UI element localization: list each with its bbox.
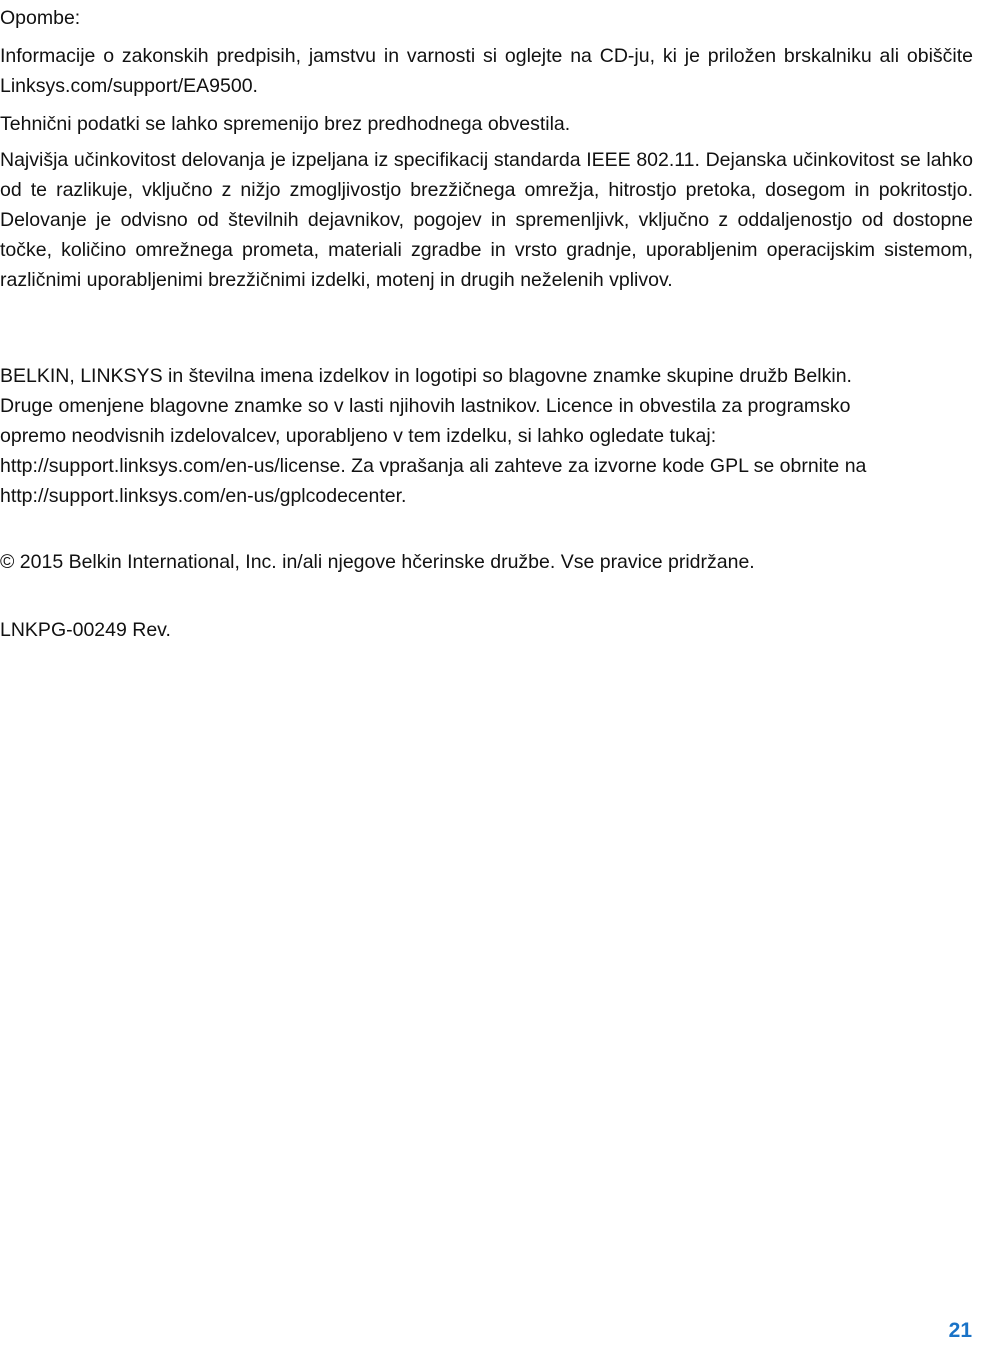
performance-note: Najvišja učinkovitost delovanja je izpeljana iz specifikacij standarda IEEE 802.11. Dejanska učinkovitost se lahko od te razlikuje, vključno z nižjo zmogljivostjo brezžičnega omrežja, hitrostjo pretoka, dosegom in pokritostjo. Delovanje je odvisno od številnih dejavnikov, pogojev in spremenljivk, vključno z oddaljenostjo od dostopne točke, količino omrežnega prometa, materiali zgradbe in vrsto gradnje, uporabljenim operacijskim sistemom, različnimi uporabljenimi brezžičnimi izdelki, motenj in drugih neželenih vplivov. <box>0 149 973 291</box>
document-code: LNKPG-00249 Rev. <box>0 619 171 641</box>
regulatory-note: Informacije o zakonskih predpisih, jamstvu in varnosti si oglejte na CD-ju, ki je priložen brskalniku ali obiščite Linksys.com/support/EA9500. <box>0 45 973 97</box>
copyright-notice: © 2015 Belkin International, Inc. in/ali njegove hčerinske družbe. Vse pravice pridržane. <box>0 551 755 573</box>
notes-heading: Opombe: <box>0 7 81 29</box>
specifications-note: Tehnični podatki se lahko spremenijo brez predhodnega obvestila. <box>0 113 571 135</box>
trademarks-paragraph: BELKIN, LINKSYS in številna imena izdelkov in logotipi so blagovne znamke skupine družb Belkin. Druge omenjene blagovne znamke so v lasti njihovih lastnikov. Licence in obvestila za programsko opremo neodvisnih izdelovalcev, uporabljeno v tem izdelku, si lahko ogledate tukaj: http://support.linksys.com/en-us/license. Za vprašanja ali zahteve za izvorne kode GPL se obrnite na http://support.linksys.com/en-us/gplcodecenter. <box>0 365 867 507</box>
page-number: 21 <box>948 1319 972 1342</box>
